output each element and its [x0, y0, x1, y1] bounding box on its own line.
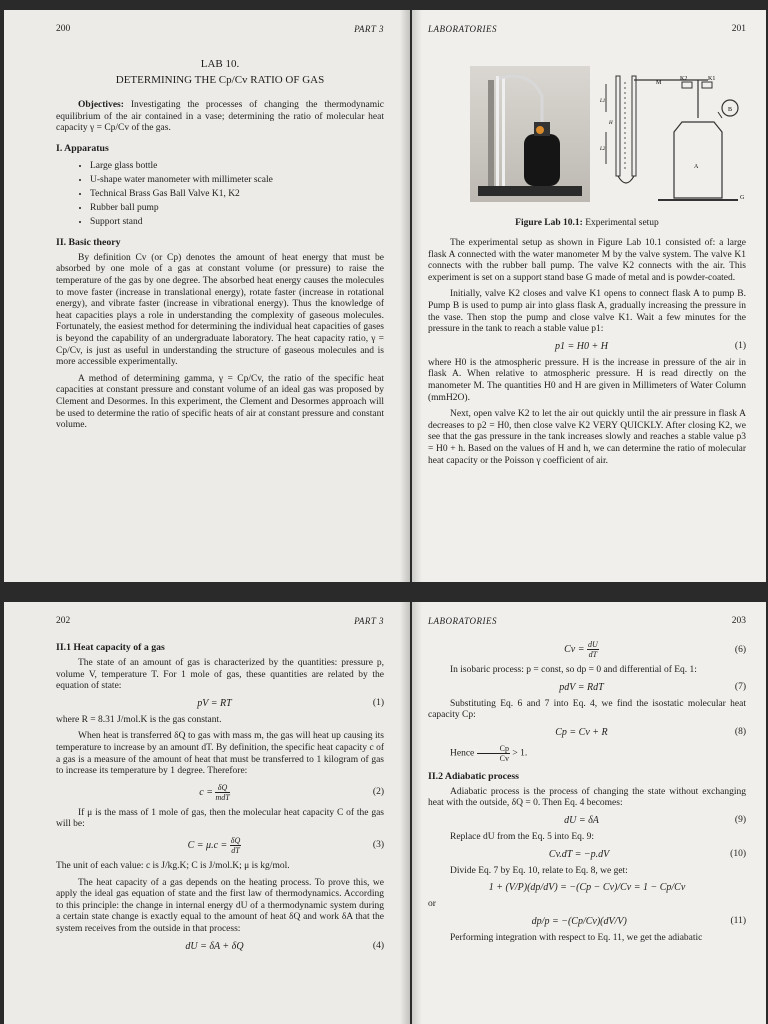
label-L2: L2	[600, 147, 606, 152]
page-header	[56, 616, 384, 630]
hence-label: Hence	[450, 748, 475, 759]
equation-lhs: c =	[199, 786, 213, 798]
body-paragraph: Performing integration with respect to Eq. 11, we get the adiabatic	[450, 932, 703, 943]
body-paragraph: where H0 is the atmospheric pressure. H is the increase in pressure of the air in flask A. When relative to atmospheric pressure. H is read directly on the manometer M. The quantities H0 and H are given in Millimeters of Water Column (mmH2O).	[428, 357, 746, 403]
equation-number: (7)	[734, 682, 746, 693]
figure-experimental-setup	[428, 66, 746, 206]
equation-number: (10)	[730, 849, 746, 860]
label-L1: L1	[600, 99, 606, 104]
equation-body: Cv.dT = −p.dV	[548, 848, 610, 860]
page-header	[428, 24, 746, 38]
equation	[428, 727, 746, 738]
body-paragraph: When heat is transferred δQ to gas with mass m, the gas will heat up causing its temperature to increase by an amount dT. By definition, the specific heat capacity c of a gas is a measure of the amount of heat that must be transferred to 1 kilogram of gas to increase its temperature by 1 degree. Therefore:	[56, 731, 384, 777]
or-label: or	[428, 899, 436, 910]
label-G: G	[740, 195, 745, 201]
lab-subtitle: DETERMINING THE Cp/Cv RATIO OF GAS	[115, 74, 325, 86]
body-paragraph: The experimental setup as shown in Figure Lab 10.1 consisted of: a large flask A connected with the water manometer M by the valve system. The valve K1 connects with the rubber ball pump. The valve K2 connects with the air. This experiment is set on a support stand base G made of metal and is powder-coated.	[428, 238, 746, 283]
hence-line	[428, 744, 746, 763]
equation	[428, 815, 746, 826]
body-paragraph: Substituting Eq. 6 and 7 into Eq. 4, we find the isostatic molecular heat capacity Cp:	[428, 698, 746, 721]
body-paragraph: where R = 8.31 J/mol.K is the gas constant.	[56, 714, 222, 725]
denominator: Cv	[499, 753, 509, 763]
equation-body	[56, 836, 373, 855]
page-gutter-shadow	[412, 10, 422, 582]
equation-number: (3)	[372, 840, 384, 851]
equation-body: Cp = Cv + R	[555, 726, 608, 738]
equation-body	[428, 640, 735, 659]
body-paragraph: If μ is the mass of 1 mole of gas, then the molecular heat capacity C of the gas will be:	[56, 807, 384, 830]
fraction	[477, 744, 510, 763]
equation-body	[56, 783, 373, 802]
numerator: dU	[588, 640, 598, 649]
objectives-label: Objectives:	[78, 100, 124, 110]
equation-body: dp/p = −(Cp/Cv)(dV/V)	[531, 915, 627, 927]
body-paragraph: Replace dU from the Eq. 5 into Eq. 9:	[450, 831, 595, 842]
equation	[428, 882, 746, 893]
apparatus-item: • U-shape water manometer with millimeter scale	[90, 173, 384, 187]
figure-caption-text: Experimental setup	[582, 218, 659, 228]
equation	[428, 682, 746, 693]
basic-theory-heading: II. Basic theory	[56, 236, 121, 248]
body-paragraph: In isobaric process: p = const, so dp = 0 and differential of Eq. 1:	[450, 665, 697, 675]
body-paragraph: The state of an amount of gas is characterized by the quantities: pressure p, volume V, temperature T. For 1 mole of gas, these quantities are related by the equation of state:	[56, 658, 384, 692]
page-200	[4, 10, 410, 582]
equation-body: dU = δA + δQ	[185, 940, 244, 952]
running-head: PART 3	[354, 616, 384, 626]
page-gutter-shadow	[400, 10, 410, 582]
setup-schematic	[598, 72, 748, 206]
equation-body: 1 + (V/P)(dp/dV) = −(Cp − Cv)/Cv = 1 − Cp/Cv	[488, 882, 686, 894]
setup-photo	[470, 66, 590, 202]
equation-number: (11)	[730, 916, 746, 927]
apparatus-item: • Rubber ball pump	[90, 201, 384, 215]
body-paragraph: A method of determining gamma, γ = Cp/Cv, the ratio of the specific heat capacities at constant pressure and constant volume of an ideal gas was proposed by Clement and Desormes. In this experiment, the Clement and Desormes approach will be used to determine the ratio of specific heats of air at constant pressure and constant volume.	[56, 373, 384, 431]
equation-body: p1 = H0 + H	[554, 340, 608, 352]
running-head: LABORATORIES	[428, 24, 497, 34]
page-number: 203	[731, 616, 746, 626]
page-202	[4, 602, 410, 1024]
figure-label: Figure Lab 10.1:	[515, 218, 583, 228]
apparatus-item: • Large glass bottle	[90, 159, 384, 173]
label-K2: K2	[680, 76, 688, 82]
equation-number: (8)	[734, 727, 746, 738]
equation	[428, 640, 746, 659]
equation-lhs: Cv =	[564, 643, 585, 655]
equation-number: (2)	[372, 787, 384, 798]
fraction	[230, 836, 242, 855]
apparatus-item: • Support stand	[90, 215, 384, 229]
equation	[56, 941, 384, 952]
denominator: dT	[588, 650, 598, 659]
equation-number: (6)	[734, 644, 746, 655]
numerator: δQ	[215, 783, 229, 793]
equation-body: dU = δA	[564, 814, 599, 826]
denominator: mdT	[215, 792, 230, 802]
fraction	[215, 783, 229, 802]
fraction	[587, 640, 599, 659]
body-paragraph: Divide Eq. 7 by Eq. 10, relate to Eq. 8, we get:	[450, 865, 628, 876]
label-H: H	[609, 121, 613, 126]
equation	[56, 836, 384, 855]
equation-number: (9)	[734, 815, 746, 826]
label-M: M	[656, 80, 662, 86]
page-header	[428, 616, 746, 630]
equation-number: (4)	[372, 941, 384, 951]
page-header	[56, 24, 384, 38]
figure-caption	[428, 218, 746, 228]
page-number: 202	[56, 616, 71, 626]
apparatus-item: • Technical Brass Gas Ball Valve K1, K2	[90, 187, 384, 201]
body-paragraph: By definition Cv (or Cp) denotes the amount of heat energy that must be absorbed by one mole of a gas at constant volume (or pressure) to raise the temperature of the gas by one degree. The absorbed heat energy causes the molecules to move faster (increase in translational energy), rotate faster (increase in rotational energy), and vibrate faster (increase in vibrational energy). Thus the knowledge of heat capacities plays a role in understanding the complexity of gaseous molecules. Fortunately, the easiest method for determining the individual heat capacities of gases is beyond the capability of an undergraduate laboratory. The heat capacity ratio, γ = Cp/Cv, is just as useful in understanding the structure of gaseous molecules and is more accessible experimentally.	[56, 252, 384, 368]
body-paragraph: The unit of each value: c is J/kg.K; C is J/mol.K; μ is kg/mol.	[56, 860, 290, 871]
page-203	[412, 602, 766, 1024]
equation-lhs: C = μ.c =	[187, 839, 228, 851]
running-head: LABORATORIES	[428, 616, 497, 626]
body-paragraph: Next, open valve K2 to let the air out quickly until the air pressure in flask A decreases to p2 = H0, then close valve K2 VERY QUICKLY. After closing K2, we see that the gas pressure in the tank increases slowly and reaches a stable value p3 = H0 + h. Based on the values of H and h, we can determine the ratio of molecular heat capacity or the Poisson γ coefficient of air.	[428, 409, 746, 466]
equation	[428, 849, 746, 860]
page-gutter-shadow	[400, 602, 410, 1024]
objectives-paragraph	[56, 100, 384, 135]
setup-photo-drawing	[470, 66, 590, 202]
equation-body: pV = RT	[197, 697, 232, 709]
denominator: dT	[231, 845, 240, 855]
body-paragraph: Adiabatic process is the process of changing the state without exchanging heat with the outside, δQ = 0. Then Eq. 4 becomes:	[428, 786, 746, 809]
page-gutter-shadow	[412, 602, 422, 1024]
lab-title: LAB 10.	[200, 58, 240, 70]
equation	[56, 698, 384, 709]
numerator: δQ	[230, 835, 241, 845]
section-heading: II.2 Adiabatic process	[428, 770, 519, 782]
equation-number: (1)	[372, 698, 384, 709]
equation	[56, 783, 384, 802]
section-heading: II.1 Heat capacity of a gas	[56, 642, 165, 653]
equation-body: pdV = RdT	[559, 681, 604, 693]
label-A: A	[694, 164, 699, 170]
equation	[428, 916, 746, 927]
equation-number: (1)	[734, 341, 746, 352]
page-number: 200	[56, 24, 71, 34]
label-B: B	[728, 107, 733, 113]
body-paragraph: Initially, valve K2 closes and valve K1 opens to connect flask A to pump B. Pump B is used to pump air into glass flask A, gradually increasing the pressure in the vase. Then stop the pump and close valve K1. Wait a few minutes for the pressure in the tank to reach a stable value p1:	[428, 289, 746, 335]
apparatus-list	[56, 159, 384, 229]
objectives-text: Investigating the processes of changing the thermodynamic equilibrium of the air contained in a vase; determining the ratio of molecular heat capacity γ = Cp/Cv of the gas.	[56, 100, 384, 134]
page-201	[412, 10, 766, 582]
label-K1: K1	[708, 76, 716, 82]
hence-tail: > 1.	[512, 748, 528, 759]
running-head: PART 3	[354, 24, 384, 34]
numerator: Cp	[477, 744, 510, 754]
body-paragraph: The heat capacity of a gas depends on the heating process. To prove this, we apply the ideal gas equation of state and the first law of thermodynamics. According to this principle: the change in internal energy dU of a thermodynamic system during a certain state change is exactly equal to the amount of heat δQ and work δA that the system receives from the outside in that process:	[56, 877, 384, 934]
page-number: 201	[731, 24, 746, 34]
equation	[428, 341, 746, 352]
apparatus-heading: I. Apparatus	[56, 142, 109, 154]
